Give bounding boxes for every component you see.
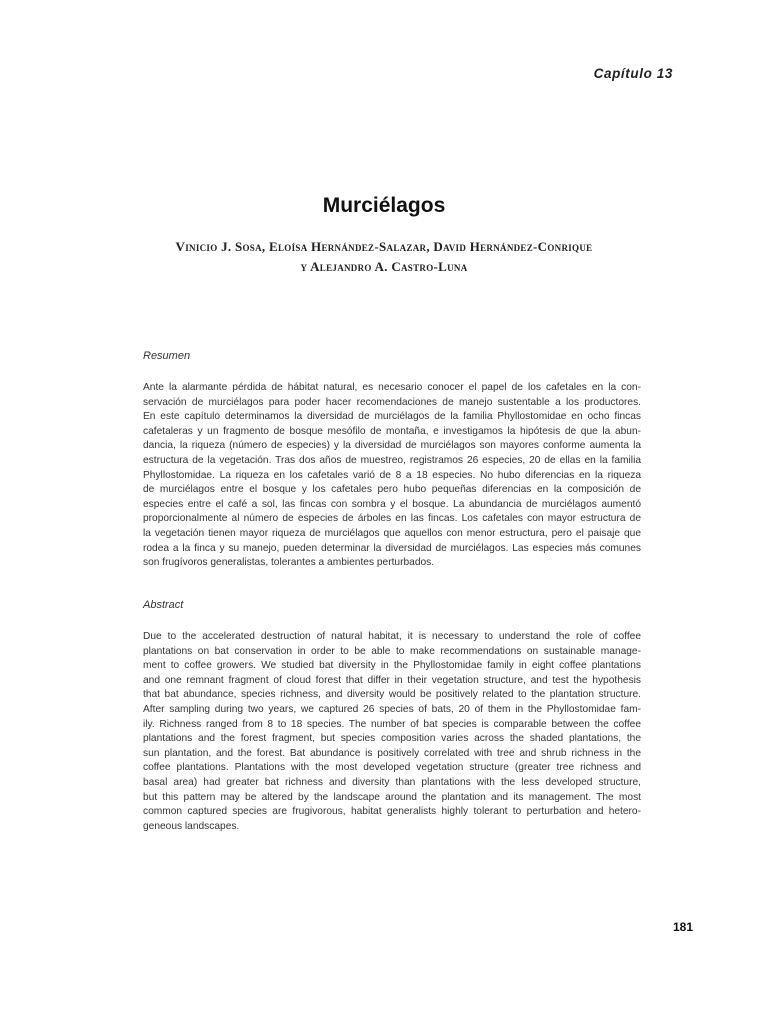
resumen-line: dancia, la riqueza (número de especies) y la diversidad de murciélagos son mayores conforme aumenta la [143, 440, 641, 452]
abstract-line: but this pattern may be altered by the landscape around the plantation and its management. The most [143, 791, 641, 803]
resumen-line: servación de murciélagos para poder hacer recomendaciones de manejo sustentable a los productores. [143, 396, 641, 408]
chapter-label: Capítulo 13 [593, 66, 673, 81]
resumen-line: Phyllostomidae. La riqueza en los cafetales varió de 8 a 18 especies. No hubo diferencias en la riqueza [143, 469, 641, 481]
page-number: 181 [672, 920, 693, 934]
abstract-line: and one remnant fragment of cloud forest that differ in their vegetation structure, and test the hypothesis [143, 674, 641, 686]
abstract-heading: Abstract [143, 599, 184, 611]
abstract-line: ment to coffee growers. We studied bat diversity in the Phyllostomidae family in eight coffee plantations [143, 660, 641, 672]
resumen-line: son frugívoros generalistas, tolerantes a ambientes perturbados. [143, 557, 435, 569]
author-line-2: y Alejandro A. Castro-Luna [300, 259, 468, 274]
resumen-paragraph [143, 381, 641, 571]
abstract-line: After sampling during two years, we captured 26 species of bats, 20 of them in the Phyllostomidae fam- [143, 703, 641, 715]
resumen-line: rodea a la finca y su manejo, pueden determinar la diversidad de murciélagos. Las especies más comunes [143, 542, 641, 554]
resumen-line: En este capítulo determinamos la diversidad de murciélagos de la familia Phyllostomidae en ocho fincas [143, 411, 641, 423]
abstract-line: basal area) had greater bat richness and diversity than plantations with the less developed structure, [143, 776, 641, 788]
resumen-heading: Resumen [143, 350, 191, 362]
abstract-line: ily. Richness ranged from 8 to 18 species. The number of bat species is comparable between the coffee [143, 718, 641, 730]
resumen-line: proporcionalmente al número de especies de árboles en las fincas. Los cafetales con mayor estructura de [143, 513, 641, 525]
abstract-line: coffee plantations. Plantations with the most developed vegetation structure (greater tree richness and [143, 762, 641, 774]
chapter-title: Murciélagos [322, 194, 446, 217]
abstract-line: plantations and the forest fragment, but species composition varies across the shaded plantations, the [143, 733, 641, 745]
abstract-line: Due to the accelerated destruction of natural habitat, it is necessary to understand the role of coffee [143, 631, 641, 642]
resumen-line: cafetaleras y un fragmento de bosque mesófilo de montaña, e investigamos la hipótesis de que la abun- [143, 425, 641, 437]
author-list [120, 237, 648, 277]
resumen-line: la vegetación tienen mayor riqueza de murciélagos que aquellos con menor estructura, pero el paisaje que [143, 527, 641, 539]
author-line-1: Vinicio J. Sosa, Eloísa Hernández-Salazar, David Hernández-Conrique [175, 239, 593, 254]
abstract-line: that bat abundance, species richness, and diversity would be positively related to the plantation structure. [143, 689, 641, 701]
resumen-line: especies entre el café a sol, las fincas con sombra y el bosque. La abundancia de murciélagos aumentó [143, 498, 641, 510]
resumen-line: Ante la alarmante pérdida de hábitat natural, es necesario conocer el papel de los cafetales en la con- [143, 382, 641, 393]
abstract-paragraph [143, 630, 641, 834]
resumen-line: de murciélagos entre el bosque y los cafetales pero hubo pequeñas diferencias en la composición de [143, 484, 641, 496]
abstract-line: plantations on bat conservation in order to be able to make recommendations on sustainable manage- [143, 645, 641, 657]
abstract-line: geneous landscapes. [143, 820, 240, 832]
abstract-line: common captured species are frugivorous, habitat generalists highly tolerant to perturbation and hetero- [143, 806, 641, 818]
resumen-line: estructura de la vegetación. Tras dos años de muestreo, registramos 26 especies, 20 de ellas en la familia [143, 454, 641, 466]
abstract-line: sun plantation, and the forest. Bat abundance is positively correlated with tree and shrub richness in the [143, 747, 641, 759]
